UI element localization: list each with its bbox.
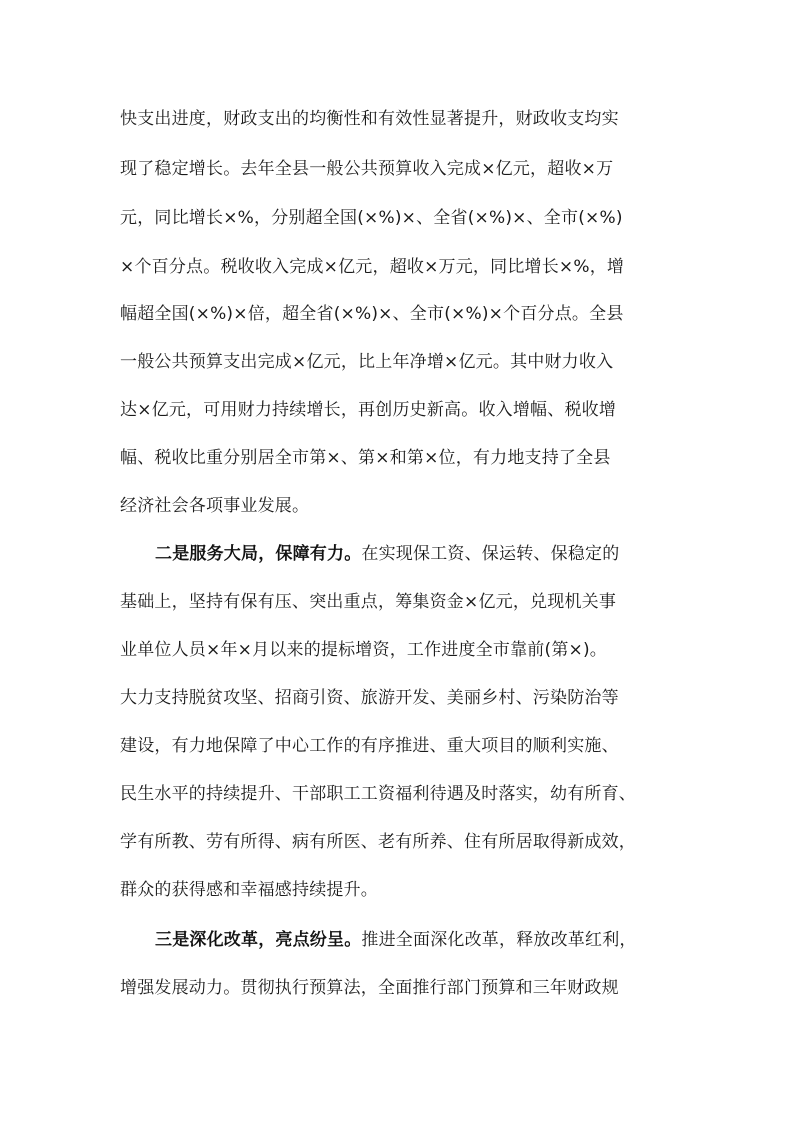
paragraph-3-line-2: 增强发展动力。贯彻执行预算法，全面推行部门预算和三年财政规 <box>120 978 619 998</box>
paragraph-1-line-3: 元，同比增长×%，分别超全国(×%)×、全省(×%)×、全市(×%) <box>120 208 623 228</box>
paragraph-1-line-5: 幅超全国(×%)×倍，超全省(×%)×、全市(×%)×个百分点。全县 <box>120 304 624 324</box>
paragraph-2-line-3: 业单位人员×年×月以来的提标增资，工作进度全市靠前(第×)。 <box>120 640 607 660</box>
paragraph-2-line-6: 民生水平的持续提升、干部职工工资福利待遇及时落实，幼有所育、 <box>120 784 636 804</box>
paragraph-2-line-7: 学有所教、劳有所得、病有所医、老有所养、住有所居取得新成效， <box>120 832 636 852</box>
paragraph-3-heading: 三是深化改革，亮点纷呈。 <box>155 930 362 950</box>
paragraph-2-heading: 二是服务大局，保障有力。 <box>155 544 362 564</box>
paragraph-3-line-1-text: 推进全面深化改革，释放改革红利， <box>361 930 637 950</box>
paragraph-1-line-6: 一般公共预算支出完成×亿元，比上年净增×亿元。其中财力收入 <box>120 352 614 372</box>
paragraph-1-line-1: 快支出进度，财政支出的均衡性和有效性显著提升，财政收支均实 <box>120 109 619 129</box>
paragraph-3-line-1 <box>155 925 715 955</box>
paragraph-2-line-4: 大力支持脱贫攻坚、招商引资、旅游开发、美丽乡村、污染防治等 <box>120 688 619 708</box>
paragraph-1-line-8: 幅、税收比重分别居全市第×、第×和第×位，有力地支持了全县 <box>120 448 611 468</box>
paragraph-1-line-4: ×个百分点。税收收入完成×亿元，超收×万元，同比增长×%，增 <box>120 257 625 277</box>
paragraph-2-line-5: 建设，有力地保障了中心工作的有序推进、重大项目的顺利实施、 <box>120 736 619 756</box>
paragraph-1-line-2: 现了稳定增长。去年全县一般公共预算收入完成×亿元，超收×万 <box>120 159 614 179</box>
paragraph-2-line-1 <box>155 539 715 569</box>
paragraph-1-line-9: 经济社会各项事业发展。 <box>120 496 310 516</box>
paragraph-1-line-7: 达×亿元，可用财力持续增长，再创历史新高。收入增幅、税收增 <box>120 400 617 420</box>
paragraph-2-line-1-text: 在实现保工资、保运转、保稳定的 <box>361 544 620 564</box>
paragraph-2-line-2: 基础上，坚持有保有压、突出重点，筹集资金×亿元，兑现机关事 <box>120 592 617 612</box>
paragraph-2-line-8: 群众的获得感和幸福感持续提升。 <box>120 880 378 900</box>
